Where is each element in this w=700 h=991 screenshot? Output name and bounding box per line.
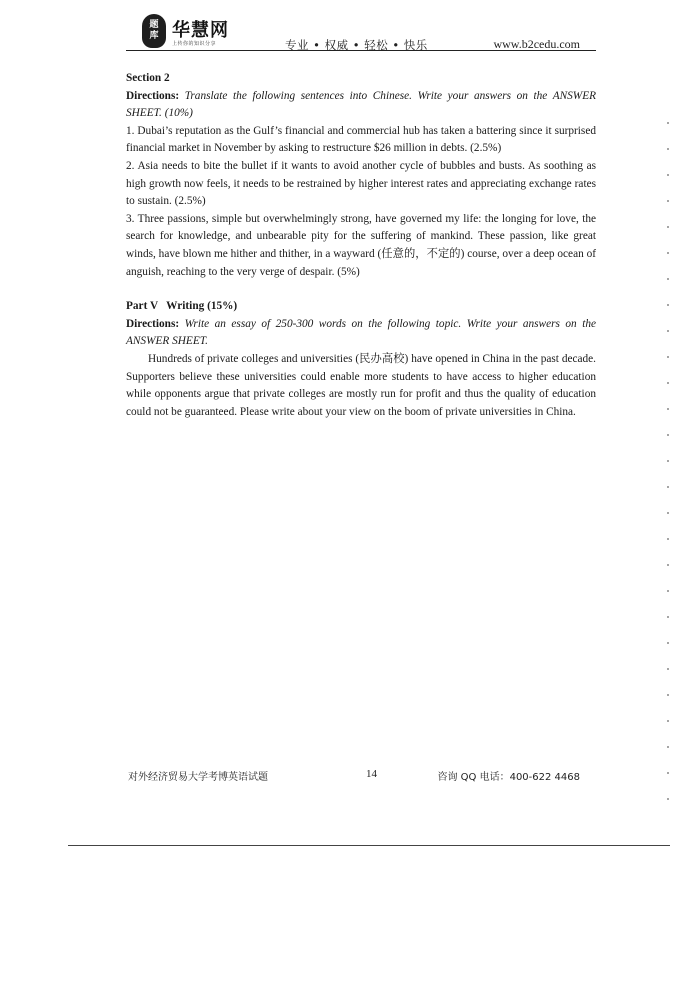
header-divider (126, 50, 596, 51)
binding-dots (666, 110, 670, 810)
logo-badge-icon: 题 库 (142, 14, 166, 48)
directions-label: Directions: (126, 89, 180, 102)
page-content (126, 70, 596, 421)
question-item: 2. Asia needs to bite the bullet if it wants to avoid another cycle of bubbles and busts. As soothing as high growth now feels, it needs to be restrained by higher interest rates and appreciating exchange rates to sustain. (2.5%) (126, 159, 596, 208)
section-directions (126, 88, 596, 123)
header-site-url[interactable]: www.b2cedu.com (493, 37, 580, 51)
logo-subtitle: 上传你的知识分享 (172, 41, 217, 47)
directions-text: Write an essay of 250-300 words on the following topic. Write your answers on the ANSWER SHEET. (126, 317, 596, 348)
page-header (120, 10, 580, 52)
scan-edge-line (68, 845, 670, 846)
section-title: Section 2 (126, 72, 170, 84)
page-number: 14 (366, 768, 377, 780)
directions-text: Translate the following sentences into Chinese. Write your answers on the ANSWER SHEET. (10%) (126, 89, 596, 120)
page-footer (128, 768, 580, 786)
header-slogan: 专业 • 权威 • 轻松 • 快乐 (285, 38, 428, 52)
part-directions (126, 316, 596, 351)
spacer (126, 281, 596, 298)
directions-label: Directions: (126, 317, 180, 330)
footer-contact: 咨询 QQ 电话：400-622 4468 (437, 772, 580, 783)
essay-prompt: Hundreds of private colleges and universities (民办高校) have opened in China in the past decade. Supporters believe these universities could enable more students to have access to higher education while opponents argue that private colleges are mostly run for profit and thus the quality of education could not be guaranteed. Please write about your view on the boom of private universities in China. (126, 352, 596, 418)
question-item: 1. Dubai’s reputation as the Gulf’s financial and commercial hub has taken a battering since it surprised financial market in November by asking to restructure $26 million in debts. (2.5%) (126, 124, 596, 155)
part-title: Part V Writing (15%) (126, 300, 238, 313)
question-item: 3. Three passions, simple but overwhelmingly strong, have governed my life: the longing for love, the search for knowledge, and unbearable pity for the suffering of mankind. These passion, like great winds, have blown me hither and thither, in a wayward (任意的，不定的) course, over a deep ocean of anguish, reaching to the very verge of despair. (5%) (126, 212, 596, 278)
site-logo[interactable] (142, 10, 262, 50)
logo-name: 华慧网 (172, 20, 229, 41)
footer-exam-title: 对外经济贸易大学考博英语试题 (128, 772, 268, 783)
